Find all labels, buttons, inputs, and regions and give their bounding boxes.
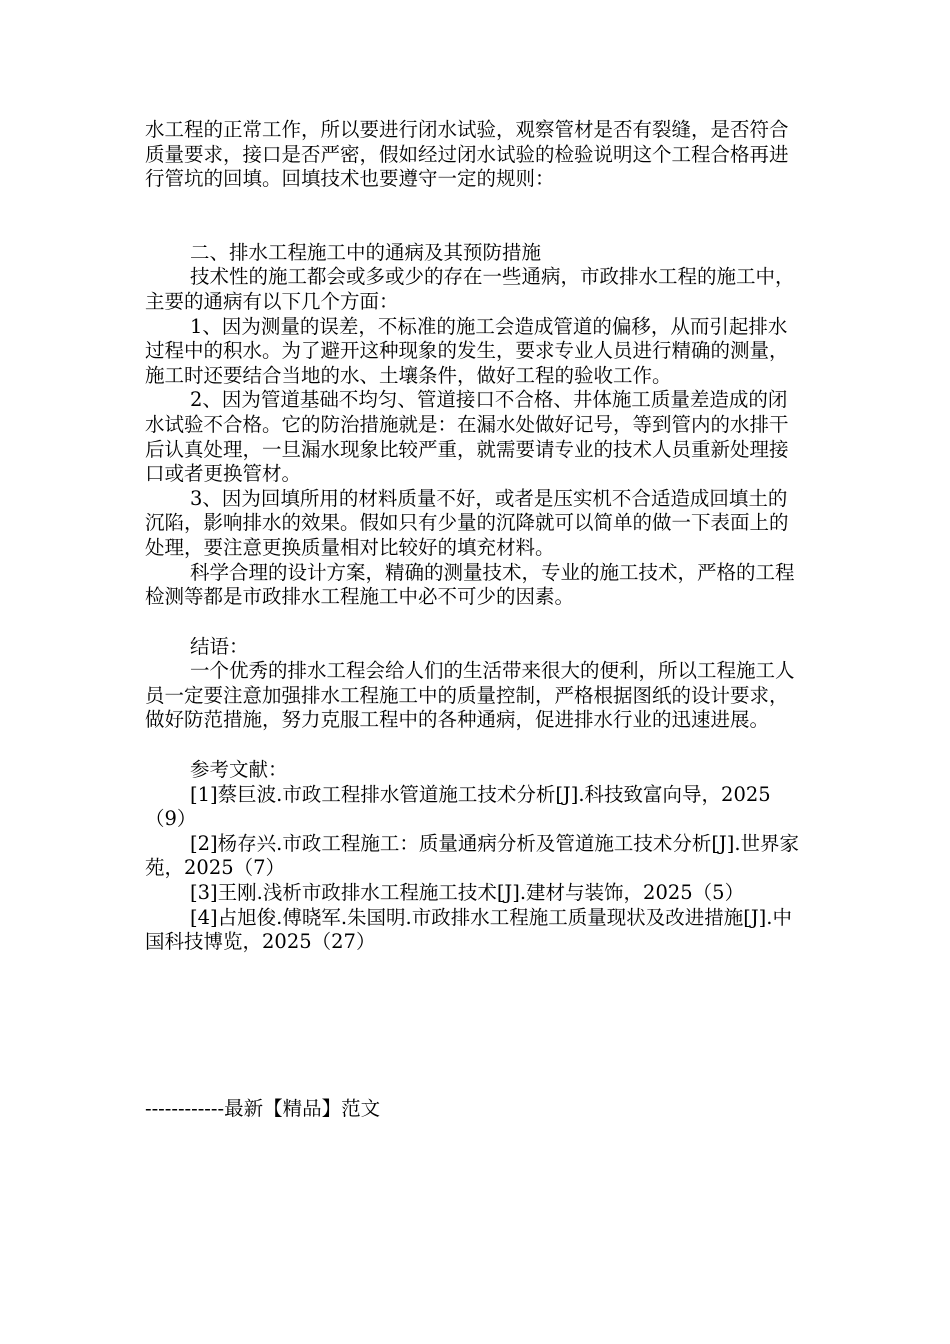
reference-item-4: [4]占旭俊.傅晓军.朱国明.市政排水工程施工质量现状及改进措施[J].中国科技博览，2025（27） [145, 905, 792, 954]
section-heading: 二、排水工程施工中的通病及其预防措施 [190, 240, 542, 264]
spacer [145, 733, 805, 758]
intro-paragraph: 水工程的正常工作，所以要进行闭水试验，观察管材是否有裂缝，是否符合质量要求，接口是否严密，假如经过闭水试验的检验说明这个工程合格再进行管坑的回填。回填技术也要遵守一定的规则： [145, 118, 789, 191]
reference-item-1: [1]蔡巨波.市政工程排水管道施工技术分析[J].科技致富向导，2025（9） [145, 782, 771, 831]
reference-item-3: [3]王刚.浅析市政排水工程施工技术[J].建材与装饰，2025（5） [190, 881, 745, 905]
section-lead-paragraph: 技术性的施工都会或多或少的存在一些通病，市政排水工程的施工中，主要的通病有以下几个方面： [145, 265, 795, 313]
document-body [145, 118, 805, 955]
spacer [145, 610, 805, 635]
issue-paragraph-2: 2、因为管道基础不均匀、管道接口不合格、井体施工质量差造成的闭水试验不合格。它的防治措施就是：在漏水处做好记号，等到管内的水排干后认真处理，一旦漏水现象比较严重，就需要请专业的技术人员重新处理接口或者更换管材。 [145, 388, 789, 486]
references-heading: 参考文献： [190, 758, 288, 782]
reference-item-2: [2]杨存兴.市政工程施工：质量通病分析及管道施工技术分析[J].世界家苑，2025（7） [145, 831, 800, 880]
section-summary-paragraph: 科学合理的设计方案，精确的测量技术，专业的施工技术，严格的工程检测等都是市政排水工程施工中必不可少的因素。 [145, 560, 795, 609]
conclusion-paragraph: 一个优秀的排水工程会给人们的生活带来很大的便利，所以工程施工人员一定要注意加强排水工程施工中的质量控制，严格根据图纸的设计要求，做好防范措施，努力克服工程中的各种通病，促进排水行业的迅速进展。 [145, 659, 795, 732]
footer-tagline: ------------最新【精品】范文 [145, 1097, 381, 1120]
issue-paragraph-3: 3、因为回填所用的材料质量不好，或者是压实机不合适造成回填土的沉陷，影响排水的效果。假如只有少量的沉降就可以简单的做一下表面上的处理，要注意更换质量相对比较好的填充材料。 [145, 486, 789, 559]
conclusion-heading: 结语： [190, 634, 249, 658]
spacer [145, 192, 805, 241]
issue-paragraph-1: 1、因为测量的误差，不标准的施工会造成管道的偏移，从而引起排水过程中的积水。为了避开这种现象的发生，要求专业人员进行精确的测量，施工时还要结合当地的水、土壤条件，做好工程的验收工作。 [145, 314, 789, 387]
